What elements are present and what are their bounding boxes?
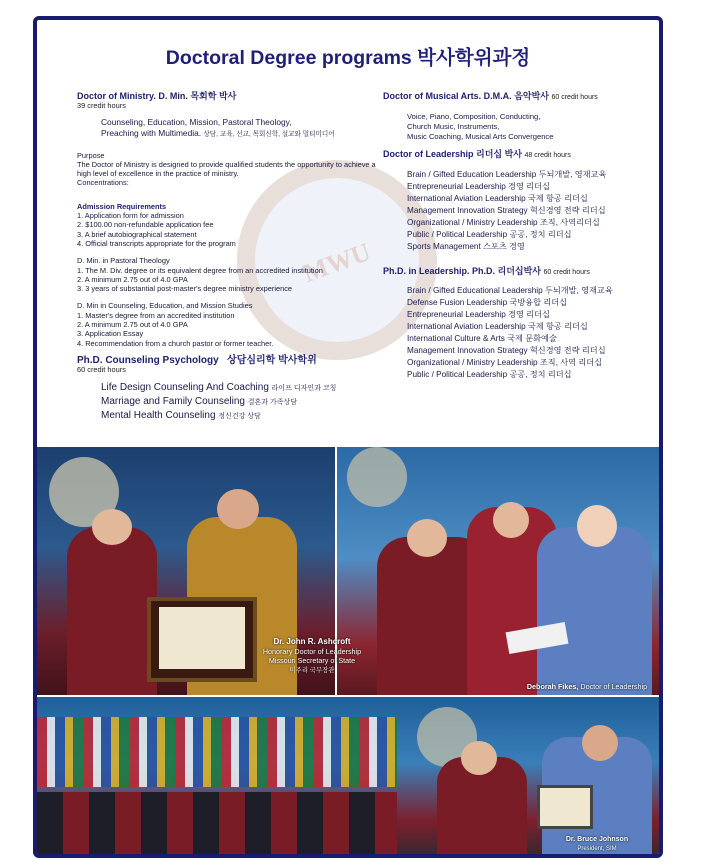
seal-watermark-text: MWU <box>299 237 375 289</box>
photo-johnson-ceremony <box>37 697 659 858</box>
list-item: Organizational / Ministry Leadership 조직, 사역 리더십 <box>407 357 603 367</box>
brochure-frame <box>33 16 663 858</box>
list-item: Brain / Gifted Education Leadership 두뇌개발, 영재교육 <box>407 169 607 179</box>
list-item: Life Design Counseling And Coaching 라이프 디자인과 코칭 <box>101 381 337 393</box>
dmin-purpose: Purpose The Doctor of Ministry is designed to provide qualified students the opportunity to achieve a high level of excellence in the practice of ministry. Concentrations: <box>77 150 376 188</box>
phd-counseling-list <box>77 381 377 423</box>
phd-counseling-section: Ph.D. Counseling Psychology 상담심리학 박사학위 60 credit hours Life Design Counseling And Coaching 라이프 디자인과 코칭 Marriage and Family Counseling 결혼과 가족상담 Mental Health Counseling 정신건강 상담 <box>77 356 377 423</box>
caption-fikes: Deborah Fikes, Doctor of Leadership <box>526 682 648 691</box>
list-item: Brain / Gifted Educational Leadership 두뇌개발, 영재교육 <box>407 285 613 295</box>
page-title: Doctoral Degree programs 박사학위과정 <box>165 47 531 69</box>
admission-requirements: Admission Requirements 1. Application form for admission 2. $100.00 non-refundable application fee 3. A brief autobiographical statement 4. Official transcripts appropriate for the program <box>77 201 236 248</box>
list-item: International Aviation Leadership 국제 항공 리더십 <box>407 321 588 331</box>
list-item: Public / Political Leadership 공공, 정치 리더십 <box>407 369 572 379</box>
phd-counseling-heading: Ph.D. Counseling Psychology 상담심리학 박사학위 <box>77 354 317 366</box>
dma-list: Voice, Piano, Composition, Conducting, Church Music, Instruments, Music Coaching, Musical Arts Convergence <box>407 112 554 142</box>
list-item: Management Innovation Strategy 혁신경영 전략 리더십 <box>407 345 606 355</box>
caption-ashcroft: Dr. John R. Ashcroft Honorary Doctor of Leadership Missouri Secretary of State 미주리 국무장관 <box>262 637 362 674</box>
list-item: Defense Fusion Leadership 국방융합 리더십 <box>407 297 568 307</box>
caption-johnson: Dr. Bruce Johnson President, SIM <box>565 836 629 852</box>
phd-leadership-list <box>383 285 663 381</box>
pastoral-theology-requirements: D. Min. in Pastoral Theology 1. The M. Div. degree or its equivalent degree from an accredited institution 2. A minimum 2.75 out of 4.0 GPA 3. 3 years of substantial post-master's degree ministry experience <box>77 256 323 294</box>
list-item: Public / Political Leadership 공공, 정치 리더십 <box>407 229 572 239</box>
right-column <box>383 92 663 381</box>
list-item: Management Innovation Strategy 혁신경영 전략 리더십 <box>407 205 606 215</box>
list-item: International Aviation Leadership 국제 항공 리더십 <box>407 193 588 203</box>
list-item: Entrepreneurial Leadership 경영 리더십 <box>407 181 550 191</box>
list-item: Sports Management 스포츠 경영 <box>407 241 525 251</box>
dmin-areas: Counseling, Education, Mission, Pastoral Theology, Preaching with Multimedia. 상담, 교육, 선교, 목회신학, 설교와 멀티미디어 <box>101 116 335 139</box>
counseling-requirements: D. Min in Counseling, Education, and Mission Studies 1. Master's degree from an accredited institution 2. A minimum 2.75 out of 4.0 GPA 3. Application Essay 4. Recommendation from a church pastor or former teacher. <box>77 301 274 348</box>
list-item: Marriage and Family Counseling 결혼과 가족상담 <box>101 395 298 407</box>
list-item: Organizational / Ministry Leadership 조직, 사역리더십 <box>407 217 600 227</box>
dl-list <box>383 169 663 253</box>
left-column <box>77 92 377 423</box>
dmin-heading: Doctor of Ministry. D. Min. 목회학 박사 <box>77 91 237 101</box>
dmin-credits: 39 credit hours <box>77 101 126 111</box>
dl-heading: Doctor of Leadership 리더십 박사 48 credit hours <box>383 149 571 160</box>
list-item: International Culture & Arts 국제 문화예술 <box>407 333 557 343</box>
phd-leadership-heading: Ph.D. in Leadership. Ph.D. 리더십박사 60 credit hours <box>383 265 590 276</box>
list-item: Entrepreneurial Leadership 경영 리더십 <box>407 309 550 319</box>
dma-heading: Doctor of Musical Arts. D.M.A. 음악박사 60 credit hours <box>383 91 598 101</box>
list-item: Mental Health Counseling 정신건강 상담 <box>101 409 261 421</box>
